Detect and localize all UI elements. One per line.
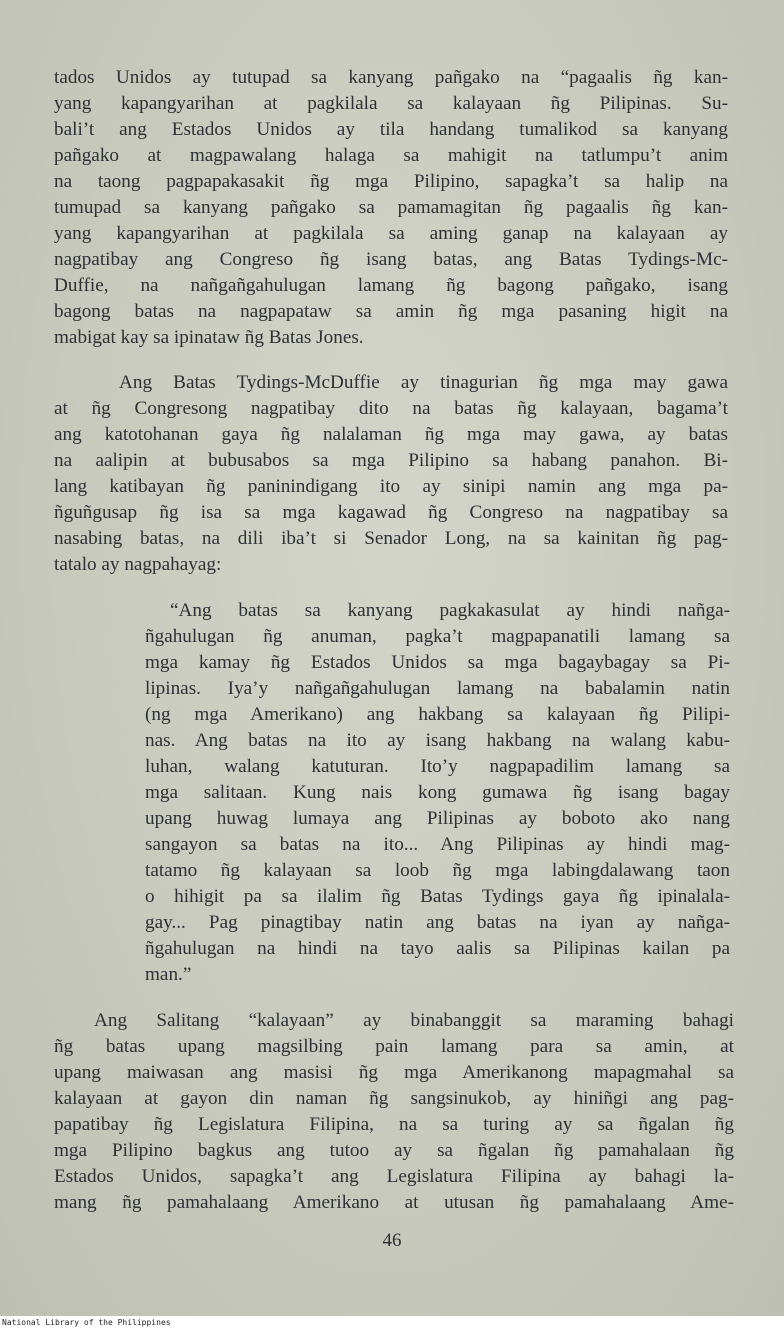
text-line: mang ñg pamahalaang Amerikano at utusan ñg pamahalaang Ame-: [54, 1192, 734, 1213]
text-line: mga salitaan. Kung nais kong gumawa ñg isang bagay: [145, 782, 730, 803]
text-line: Ang Batas Tydings-McDuffie ay tinagurian ñg mga may gawa: [119, 372, 728, 393]
text-line: sangayon sa batas na ito... Ang Pilipinas ay hindi mag-: [145, 834, 730, 855]
text-line: lang katibayan ñg paninindigang ito ay sinipi namin ang mga pa-: [54, 476, 728, 497]
text-line: upang huwag lumaya ang Pilipinas ay boboto ako nang: [145, 808, 730, 829]
text-line: mga kamay ñg Estados Unidos sa mga bagaybagay sa Pi-: [145, 652, 730, 673]
text-line: yang kapangyarihan at pagkilala sa aming ganap na kalayaan ay: [54, 223, 728, 244]
text-line: luhan, walang katuturan. Ito’y nagpapadilim lamang sa: [145, 756, 730, 777]
text-line: tados Unidos ay tutupad sa kanyang pañgako na “pagaalis ñg kan-: [54, 67, 728, 88]
text-line: o hihigit pa sa ilalim ñg Batas Tydings gaya ñg ipinalala-: [145, 886, 730, 907]
text-line: mabigat kay sa ipinataw ñg Batas Jones.: [54, 327, 364, 348]
text-line: na aalipin at bubusabos sa mga Pilipino sa habang panahon. Bi-: [54, 450, 728, 471]
text-line: Duffie, na nañgañgahulugan lamang ñg bagong pañgako, isang: [54, 275, 728, 296]
text-line: lipinas. Iya’y nañgañgahulugan lamang na babalamin natin: [145, 678, 730, 699]
text-line: Estados Unidos, sapagka’t ang Legislatura Filipina ay bahagi la-: [54, 1166, 734, 1187]
text-line: na taong pagpapakasakit ñg mga Pilipino, sapagka’t sa halip na: [54, 171, 728, 192]
text-line: nagpatibay ang Congreso ñg isang batas, ang Batas Tydings-Mc-: [54, 249, 728, 270]
text-line: upang maiwasan ang masisi ñg mga Amerikanong mapagmahal sa: [54, 1062, 734, 1083]
text-line: nasabing batas, na dili iba’t si Senador Long, na sa kainitan ñg pag-: [54, 528, 728, 549]
text-line: Ang Salitang “kalayaan” ay binabanggit sa maraming bahagi: [94, 1010, 734, 1031]
text-line: pañgako at magpawalang halaga sa mahigit na tatlumpu’t anim: [54, 145, 728, 166]
text-line: bali’t ang Estados Unidos ay tila handang tumalikod sa kanyang: [54, 119, 728, 140]
text-line: ñgahulugan na hindi na tayo aalis sa Pilipinas kailan pa: [145, 938, 730, 959]
text-line: tatamo ñg kalayaan sa loob ñg mga labingdalawang taon: [145, 860, 730, 881]
text-line: ñguñgusap ñg isa sa mga kagawad ñg Congreso na nagpatibay sa: [54, 502, 728, 523]
text-line: tatalo ay nagpahayag:: [54, 554, 222, 575]
text-line: yang kapangyarihan at pagkilala sa kalayaan ñg Pilipinas. Su-: [54, 93, 728, 114]
text-line: bagong batas na nagpapataw sa amin ñg mga pasaning higit na: [54, 301, 728, 322]
text-line: ñg batas upang magsilbing pain lamang para sa amin, at: [54, 1036, 734, 1057]
text-line: man.”: [145, 964, 192, 985]
text-line: tumupad sa kanyang pañgako sa pamamagitan ñg pagaalis ñg kan-: [54, 197, 728, 218]
text-line: at ñg Congresong nagpatibay dito na batas ñg kalayaan, bagama’t: [54, 398, 728, 419]
text-line: mga Pilipino bagkus ang tutoo ay sa ñgalan ñg pamahalaan ñg: [54, 1140, 734, 1161]
text-line: ang katotohanan gaya ñg nalalaman ñg mga may gawa, ay batas: [54, 424, 728, 445]
page-number: 46: [382, 1230, 402, 1251]
text-line: gay... Pag pinagtibay natin ang batas na iyan ay nañga-: [145, 912, 730, 933]
text-line: “Ang batas sa kanyang pagkakasulat ay hindi nañga-: [170, 600, 730, 621]
text-line: nas. Ang batas na ito ay isang hakbang na walang kabu-: [145, 730, 730, 751]
footer-credit: National Library of the Philippines: [2, 1318, 171, 1327]
text-line: kalayaan at gayon din naman ñg sangsinukob, ay hiniñgi ang pag-: [54, 1088, 734, 1109]
text-line: papatibay ñg Legislatura Filipina, na sa turing ay sa ñgalan ñg: [54, 1114, 734, 1135]
text-line: (ng mga Amerikano) ang hakbang sa kalayaan ñg Pilipi-: [145, 704, 730, 725]
text-line: ñgahulugan ñg anuman, pagka’t magpapanatili lamang sa: [145, 626, 730, 647]
